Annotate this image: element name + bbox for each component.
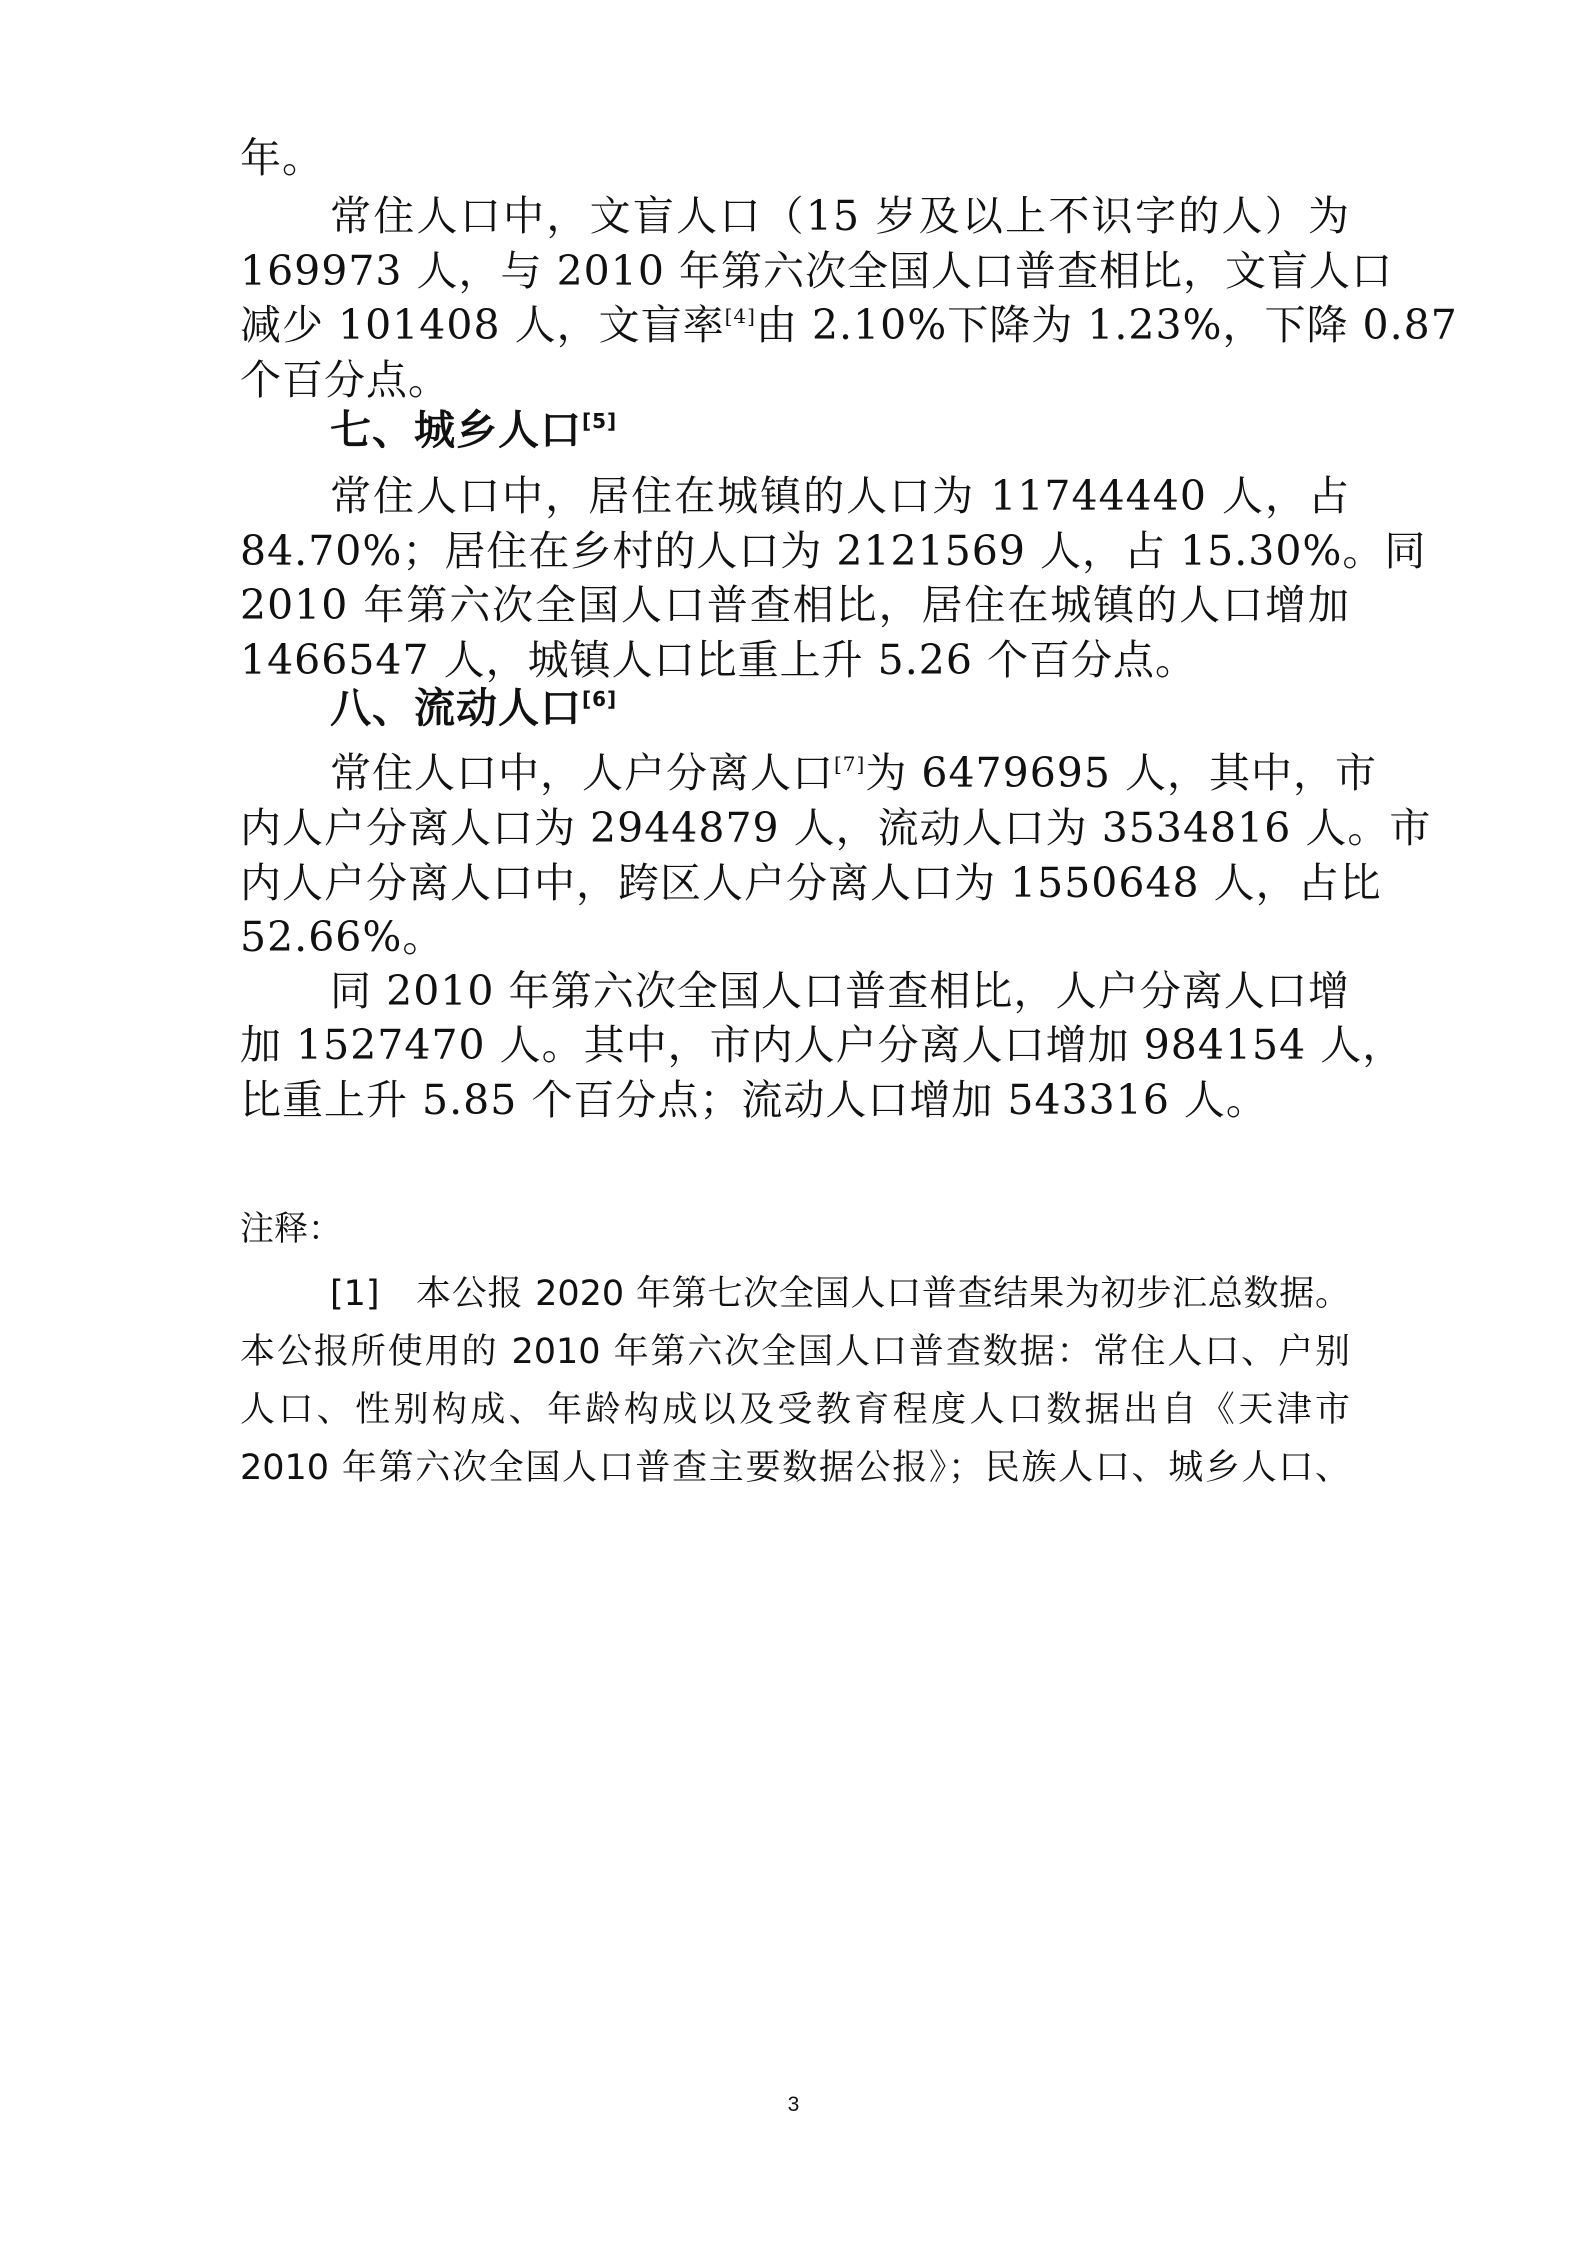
illiteracy-line-1: 常住人口中，文盲人口（15 岁及以上不识字的人）为: [330, 192, 1350, 240]
note-1-line-3: 人口、性别构成、年龄构成以及受教育程度人口数据出自《天津市: [240, 1390, 1350, 1430]
page-number: 3: [787, 2093, 800, 2116]
section-8-p1-line-3: 内人户分离人口中，跨区人户分离人口为 1550648 人，占比: [240, 859, 1382, 907]
illiteracy-line-2: 169973 人，与 2010 年第六次全国人口普查相比，文盲人口: [240, 247, 1393, 295]
note-1-line-1: [1] 本公报 2020 年第七次全国人口普查结果为初步汇总数据。: [330, 1274, 1350, 1314]
illiteracy-line-3: [240, 297, 1458, 353]
section-7-line-1: 常住人口中，居住在城镇的人口为 11744440 人，占: [330, 472, 1350, 520]
footnote-ref-4[interactable]: [4]: [724, 304, 756, 328]
section-8-p1-line-2: 内人户分离人口为 2944879 人，流动人口为 3534816 人。市: [240, 804, 1432, 852]
illiteracy-line-3-text-b: 由 2.10%下降为 1.23%，下降 0.87: [755, 301, 1458, 349]
notes-title: 注释：: [240, 1209, 342, 1249]
section-7-heading: [330, 402, 617, 458]
section-8-p2-line-3: 比重上升 5.85 个百分点；流动人口增加 543316 人。: [240, 1076, 1268, 1124]
section-7-heading-text: 七、城乡人口: [330, 406, 582, 454]
continuation-line: 年。: [240, 134, 324, 182]
section-8-p1-line-1-text-a: 常住人口中，人户分离人口: [330, 749, 834, 797]
section-8-p2-line-1: 同 2010 年第六次全国人口普查相比，人户分离人口增: [330, 967, 1350, 1015]
illiteracy-line-3-text-a: 减少 101408 人，文盲率: [240, 301, 725, 349]
section-8-p2-line-2: 加 1527470 人。其中，市内人户分离人口增加 984154 人，: [240, 1021, 1405, 1069]
footnote-ref-6[interactable]: [6]: [582, 687, 618, 711]
section-7-line-4: 1466547 人，城镇人口比重上升 5.26 个百分点。: [240, 636, 1197, 684]
illiteracy-line-4: 个百分点。: [240, 356, 450, 404]
section-8-heading-text: 八、流动人口: [330, 684, 582, 732]
footnote-ref-5[interactable]: [5]: [582, 409, 618, 433]
section-7-line-3: 2010 年第六次全国人口普查相比，居住在城镇的人口增加: [240, 581, 1350, 629]
footnote-ref-7[interactable]: [7]: [834, 752, 866, 776]
section-8-p1-line-4: 52.66%。: [240, 913, 445, 961]
section-7-line-2: 84.70%；居住在乡村的人口为 2121569 人，占 15.30%。同: [240, 527, 1427, 575]
note-1-line-4: 2010 年第六次全国人口普查主要数据公报》；民族人口、城乡人口、: [240, 1448, 1350, 1488]
section-8-p1-line-1-text-b: 为 6479695 人，其中，市: [865, 749, 1378, 797]
note-1-line-2: 本公报所使用的 2010 年第六次全国人口普查数据：常住人口、户别: [240, 1332, 1350, 1372]
section-8-p1-line-1: [330, 745, 1378, 801]
section-8-heading: [330, 680, 617, 736]
